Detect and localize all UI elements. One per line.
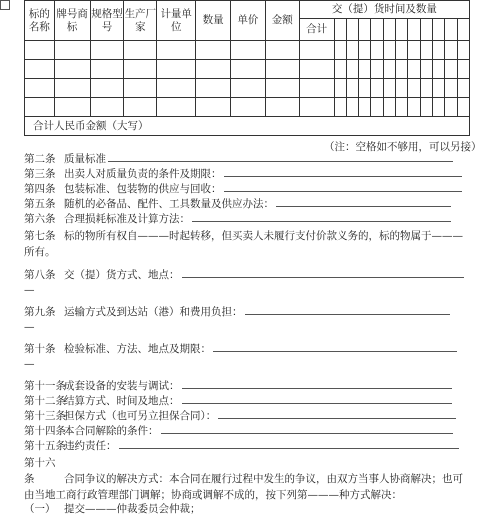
clause-6: 第六条 合理损耗标准及计算方法： xyxy=(24,213,464,228)
clause-10: 第十条 检验标准、方法、地点及期限： xyxy=(24,343,464,358)
clause-list xyxy=(24,153,464,518)
clause-3: 第三条 出卖人对质量负责的条件及期限： xyxy=(24,168,464,183)
fill-line[interactable] xyxy=(245,314,450,315)
clause-12: 第十二条结算方式、时间及地点： xyxy=(24,395,464,410)
header-amount: 金额 xyxy=(265,1,299,41)
table-row xyxy=(25,79,470,98)
fill-line[interactable] xyxy=(182,277,464,278)
total-rmb-row: 合计人民币金额（大写） xyxy=(25,117,470,136)
fill-line[interactable] xyxy=(224,191,462,192)
clause-2: 第二条 质量标准 xyxy=(24,153,464,168)
table-row xyxy=(25,60,470,79)
fill-line[interactable] xyxy=(161,433,453,434)
table-row xyxy=(25,98,470,117)
clause-15: 第十五条违约责任： xyxy=(24,440,464,455)
header-brand: 牌号商标 xyxy=(54,1,90,41)
table-row xyxy=(25,41,470,60)
fill-line[interactable] xyxy=(276,206,451,207)
clause-14: 第十四条本合同解除的条件： xyxy=(24,425,464,440)
clause-5: 第五条 随机的必备品、配件、工具数量及供应办法： xyxy=(24,198,464,213)
fill-line[interactable] xyxy=(108,161,453,162)
continuation-dash: — xyxy=(24,321,35,333)
table-note: （注：空格如不够用，可以另接） xyxy=(324,141,482,153)
clause-8: 第八条 交（提）货方式、地点： xyxy=(24,269,464,284)
fill-line[interactable] xyxy=(224,176,462,177)
clause-13: 第十三条担保方式（也可另立担保合同）： xyxy=(24,410,464,425)
header-spec: 规格型号 xyxy=(90,1,124,41)
header-delivery: 交（提）货时间及数量 xyxy=(299,1,469,19)
continuation-dash: — xyxy=(24,358,35,370)
clause-7: 第七条 标的物所有权自———时起转移，但买卖人未履行支付价款义务的，标的物属于———所有。 xyxy=(24,230,463,258)
fill-line[interactable] xyxy=(218,418,456,419)
fill-line[interactable] xyxy=(192,221,451,222)
goods-table xyxy=(24,0,470,136)
continuation-dash: — xyxy=(24,284,35,296)
header-name: 标的名称 xyxy=(25,1,55,41)
header-price: 单价 xyxy=(231,1,266,41)
clause-16-option-1: （一） 提交———仲裁委员会仲裁； xyxy=(24,503,201,515)
fill-line[interactable] xyxy=(213,351,457,352)
fill-line[interactable] xyxy=(119,448,459,449)
header-total-sub: 合计 xyxy=(299,19,334,41)
fill-line[interactable] xyxy=(182,403,452,404)
clause-9: 第九条 运输方式及到达站（港）和费用负担： xyxy=(24,306,464,321)
page-corner-mark xyxy=(0,0,10,10)
clause-11: 第十一条成套设备的安装与调试： xyxy=(24,380,464,395)
header-maker: 生产厂家 xyxy=(124,1,157,41)
clause-4: 第四条 包装标准、包装物的供应与回收： xyxy=(24,183,464,198)
header-unit: 计量单位 xyxy=(157,1,196,41)
header-quantity: 数量 xyxy=(196,1,231,41)
clause-16: 第十六条 合同争议的解决方式：本合同在履行过程中发生的争议，由双方当事人协商解决；也可由当地工商行政管理部门调解；协商或调解不成的，按下列第———种方式解决： xyxy=(24,457,463,501)
fill-line[interactable] xyxy=(182,388,452,389)
